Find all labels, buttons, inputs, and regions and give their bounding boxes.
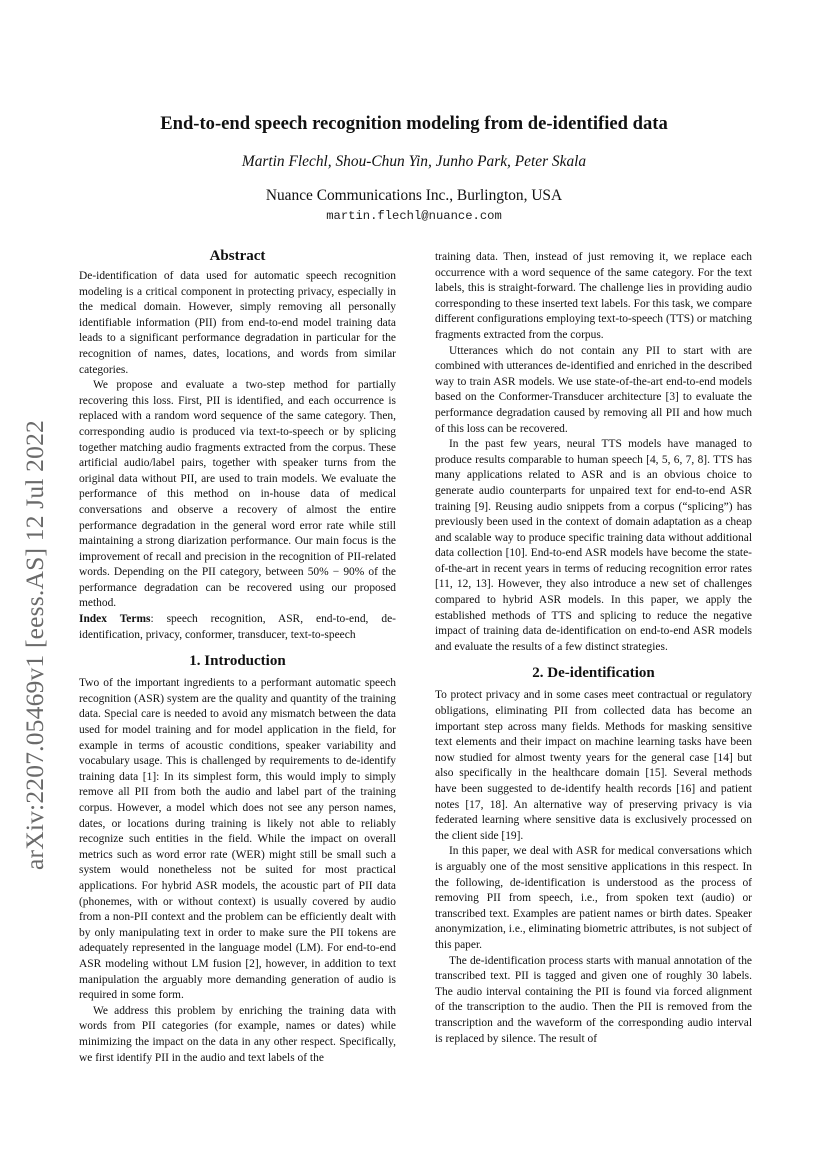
intro-paragraph-1: Two of the important ingredients to a performant automatic speech recognition (ASR) system are the quality and quantity of the training data. Special care is needed to avoid any mismatch between the data used for model training and for model application in the field, for example in terms of acoustic conditions, speaker variability and vocabulary usage. This is challenged by requirements to de-identify training data [1]: In its simplest form, this would imply to simply remove all PII from both the audio and label part of the training corpus. However, a model which does not see any person names, dates, or locations during training is likely not able to reliably recognize such entities in the field. While the impact on overall metrics such as word error rate (WER) might still be small such a system would nonetheless not be suited for most practical applications. For hybrid ASR models, the acoustic part of PII data (phonemes, with or without context) is usually covered by audio from a non-PII context and the problem can be efficiently dealt with by only manipulating text in order to make sure the PII tokens are adequately represented in the language model (LM). For end-to-end ASR modeling without LM fusion [2], however, in addition to text manipulation the arguably more demanding generation of audio is required in some form.: [79, 677, 396, 1002]
intro-paragraph-4: Utterances which do not contain any PII to start with are combined with utterances de-identified and enriched in the described way to train ASR models. We use state-of-the-art end-to-end models based on the Conformer-Transducer architecture [3] to evaluate the performance degradation caused by removing all PII and how much of this loss can be recovered.: [435, 344, 752, 435]
intro-paragraph-2: We address this problem by enriching the training data with words from PII categories (for example, names or dates) while minimizing the impact on the data in any other respect. Specifically, we first identify PII in the audio and text labels of the: [79, 1004, 396, 1064]
intro-paragraph-3: training data. Then, instead of just removing it, we replace each occurrence with a word sequence of the same category. For the text labels, this is straight-forward. The challenge lies in providing audio corresponding to these inserted text labels. For this task, we compare different configurations employing text-to-speech (TTS) or matching fragments extracted from the corpus.: [435, 251, 752, 341]
paper-title: End-to-end speech recognition modeling from de-identified data: [160, 113, 668, 134]
deid-paragraph-2: In this paper, we deal with ASR for medical conversations which is arguably one of the most sensitive applications in this respect. In the following, de-identification is understood as the process of removing PII from speech, i.e., from spoken text (audio) or transcribed text. Examples are patient names or birth dates. Speaker anonymization, i.e., eliminating biometric attributes, is not subject of this paper.: [435, 845, 752, 951]
introduction-heading: 1. Introduction: [189, 653, 286, 670]
abstract-paragraph-1: De-identification of data used for automatic speech recognition modeling is a critical component in protecting privacy, especially in the medical domain. However, simply removing all personally identifiable information (PII) from end-to-end model training data leads to a significant performance degradation in particular for the recognition of names, dates, locations, and words from similar categories.: [79, 270, 396, 376]
index-terms: [79, 612, 396, 643]
deidentification-heading: 2. De-identification: [532, 665, 655, 682]
index-terms-label: Index Terms: [79, 613, 151, 626]
arxiv-identifier: arXiv:2207.05469v1 [eess.AS] 12 Jul 2022: [20, 420, 49, 870]
abstract-heading: Abstract: [209, 248, 266, 264]
deid-paragraph-3: The de-identification process starts with manual annotation of the transcribed text. PII is tagged and given one of roughly 30 labels. The audio interval containing the PII is found via forced alignment of the transcription to the audio. Then the PII is removed from the transcription and the waveform of the corresponding audio interval is replaced by silence. The result of: [435, 954, 752, 1045]
intro-paragraph-5: In the past few years, neural TTS models have managed to produce results comparable to human speech [4, 5, 6, 7, 8]. TTS has many applications related to ASR and is an obvious choice to generate audio counterparts for unpaired text for end-to-end ASR training [9]. Reusing audio snippets from a corpus (“splicing”) has previously been used in the context of domain adaptation as a cheap and scalable way to produce specific training data without additional data collection [10]. End-to-end ASR models have become the state-of-the-art in recent years in terms of reducing recognition error rates [11, 12, 13]. However, they also introduce a new set of challenges compared to hybrid ASR models. In this paper, we apply the established methods of TTS and splicing to reduce the negative impact of training data de-identification on end-to-end ASR models and evaluate the results of a few distinct strategies.: [435, 438, 752, 653]
abstract-paragraph-2: We propose and evaluate a two-step method for partially recovering this loss. First, PII is identified, and each occurrence is replaced with a random word sequence of the same category. Then, corresponding audio is produced via text-to-speech or by splicing together matching audio fragments extracted from the corpus. These artificial audio/label pairs, together with speaker turns from the original data without PII, are used to train models. We evaluate the performance of this method on in-house data of medical conversations and observe a recovery of almost the entire performance degradation in the general word error rate while still maintaining a strong diarization performance. Our main focus is the improvement of recall and precision in the recognition of PII-related words. Depending on the PII category, between 50% − 90% of the performance degradation can be recovered using our proposed method.: [79, 379, 396, 610]
right-column: [435, 250, 752, 1047]
deid-paragraph-1: To protect privacy and in some cases meet contractual or regulatory obligations, eliminating PII from collected data has become an important step across many fields. Methods for masking sensitive text elements and their impact on machine learning tasks have been now studied for almost twenty years for the general case [14] but also specifically in the healthcare domain [15]. Several methods have been suggested to de-identify health records [16] and patient notes [17, 18]. An alternative way of preserving privacy is via federated learning where sensitive data is exclusively processed on the client side [19].: [435, 689, 752, 842]
left-column: [79, 247, 396, 1066]
affiliation: Nuance Communications Inc., Burlington, USA: [265, 187, 563, 204]
index-terms-text: : speech recognition, ASR, end-to-end, de-identification, privacy, conformer, transducer, text-to-speech: [79, 613, 396, 641]
contact-email[interactable]: martin.flechl@nuance.com: [326, 209, 502, 223]
author-list: Martin Flechl, Shou-Chun Yin, Junho Park, Peter Skala: [241, 153, 587, 170]
